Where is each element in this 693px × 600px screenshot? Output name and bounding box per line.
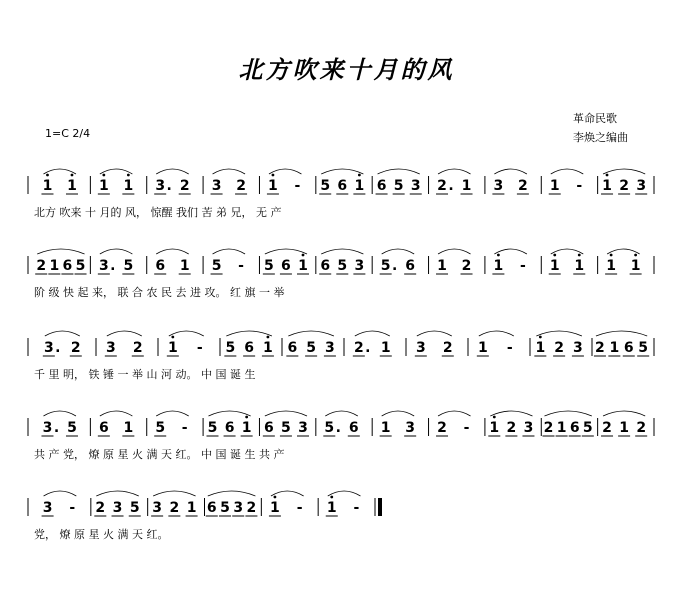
- note: 1: [549, 258, 560, 274]
- high-octave-dot: [272, 174, 275, 177]
- note: 1: [556, 420, 567, 436]
- note: 6: [320, 258, 331, 274]
- arranger-label: 李焕之编曲: [573, 131, 628, 144]
- note: 3: [233, 500, 244, 516]
- note: 5: [220, 500, 230, 516]
- note: 1: [263, 340, 273, 356]
- note: 3: [354, 258, 365, 274]
- high-octave-dot: [606, 174, 609, 177]
- high-octave-dot: [330, 496, 333, 499]
- augmentation-dot: .: [391, 258, 398, 274]
- note: 1: [49, 258, 60, 274]
- note: 1: [549, 178, 560, 194]
- high-octave-dot: [634, 254, 637, 257]
- note: 1: [186, 500, 197, 516]
- note: 6: [405, 258, 416, 274]
- lyrics-line: 北方 吹来 十 月的 风， 惊醒 我们 苦 弟 兄， 无 产: [34, 206, 282, 219]
- slur: [100, 169, 133, 174]
- slur: [107, 331, 142, 336]
- note: 5: [324, 420, 335, 436]
- note: 6: [206, 500, 217, 516]
- high-octave-dot: [127, 174, 130, 177]
- slur: [551, 249, 584, 254]
- high-octave-dot: [553, 254, 556, 257]
- lyrics-line: 阶 级 快 起 来， 联 合 农 民 去 进 攻。 红 旗 一 举: [34, 286, 285, 299]
- note: 1: [380, 340, 391, 356]
- note: 5: [393, 178, 404, 194]
- note: 1: [42, 178, 53, 194]
- slur: [494, 169, 527, 174]
- note: -: [196, 340, 203, 356]
- note: 2: [246, 500, 257, 516]
- note: 2: [461, 258, 472, 274]
- note: 1: [606, 258, 616, 274]
- note: 5: [263, 258, 274, 274]
- note: -: [238, 258, 244, 274]
- note: 6: [263, 420, 274, 436]
- slur: [100, 411, 133, 416]
- high-octave-dot: [46, 174, 49, 177]
- note: 3: [112, 500, 123, 516]
- note: 2: [619, 178, 629, 194]
- augmentation-dot: .: [166, 178, 172, 194]
- slur: [37, 249, 84, 254]
- note: 1: [98, 178, 109, 194]
- note: 6: [155, 258, 166, 274]
- note: -: [576, 178, 583, 194]
- high-octave-dot: [71, 174, 74, 177]
- note: 1: [268, 178, 278, 194]
- lyrics-line: 共 产 党， 燎 原 星 火 满 天 红。 中 国 诞 生 共 产: [34, 448, 285, 461]
- genre-label: 革命民歌: [573, 112, 617, 125]
- slur: [494, 249, 527, 254]
- note: 6: [62, 258, 73, 274]
- augmentation-dot: .: [448, 178, 454, 194]
- slur: [208, 491, 256, 496]
- note: 2: [236, 178, 246, 194]
- note: 5: [225, 340, 236, 356]
- slur: [551, 169, 584, 174]
- slur: [169, 331, 204, 336]
- note: 6: [623, 340, 634, 356]
- slur: [156, 411, 189, 416]
- song-title: 北方吹来十月的风: [238, 55, 455, 84]
- slur: [265, 411, 307, 416]
- slur: [208, 411, 250, 416]
- lyrics-line: 党， 燎 原 星 火 满 天 红。: [34, 528, 169, 541]
- high-octave-dot: [578, 254, 581, 257]
- note: 5: [638, 340, 649, 356]
- note: 3: [152, 500, 163, 516]
- note: -: [353, 500, 360, 516]
- note: 6: [337, 178, 348, 194]
- slur: [490, 411, 532, 416]
- note: 5: [129, 500, 140, 516]
- note: 5: [320, 178, 331, 194]
- high-octave-dot: [497, 254, 500, 257]
- high-octave-dot: [539, 336, 542, 339]
- slur: [536, 331, 582, 336]
- note: 3: [636, 178, 647, 194]
- note: 2: [595, 340, 605, 356]
- note: 3: [155, 178, 166, 194]
- note: 6: [376, 178, 387, 194]
- note: 2: [353, 340, 364, 356]
- note: -: [519, 258, 526, 274]
- note: 3: [523, 420, 534, 436]
- high-octave-dot: [274, 496, 277, 499]
- slur: [43, 169, 76, 174]
- note: 1: [477, 340, 488, 356]
- note: 3: [405, 420, 416, 436]
- note: 1: [535, 340, 546, 356]
- slur: [382, 249, 415, 254]
- slur: [96, 491, 138, 496]
- slur: [213, 249, 246, 254]
- slur: [603, 169, 645, 174]
- slur: [603, 411, 645, 416]
- slur: [213, 169, 246, 174]
- high-octave-dot: [358, 174, 361, 177]
- note: 1: [602, 178, 612, 194]
- note: 5: [67, 420, 77, 436]
- slur: [328, 491, 361, 496]
- note: 3: [105, 340, 116, 356]
- slur: [321, 169, 363, 174]
- augmentation-dot: .: [53, 420, 60, 436]
- note: 1: [270, 500, 280, 516]
- slur: [43, 411, 76, 416]
- slur: [325, 411, 358, 416]
- lyrics-line: 千 里 明， 铁 锤 一 举 山 河 动。 中 国 诞 生: [34, 368, 256, 381]
- note: 3: [325, 340, 335, 356]
- high-octave-dot: [493, 416, 496, 419]
- slur: [607, 249, 640, 254]
- slur: [382, 411, 415, 416]
- slur: [596, 331, 647, 336]
- note: 5: [337, 258, 348, 274]
- augmentation-dot: .: [335, 420, 341, 436]
- slur: [44, 491, 77, 496]
- slur: [544, 411, 591, 416]
- note: 2: [132, 340, 143, 356]
- note: 1: [326, 500, 337, 516]
- high-octave-dot: [302, 254, 305, 257]
- note: 2: [36, 258, 47, 274]
- note: 1: [298, 258, 308, 274]
- note: 2: [70, 340, 81, 356]
- note: 5: [123, 258, 134, 274]
- slur: [265, 249, 307, 254]
- note: 3: [211, 178, 222, 194]
- note: 1: [630, 258, 641, 274]
- note: 6: [281, 258, 291, 274]
- slur: [226, 331, 272, 336]
- note: 2: [543, 420, 554, 436]
- note: 3: [573, 340, 583, 356]
- note: 1: [123, 420, 134, 436]
- note: 6: [224, 420, 235, 436]
- slur: [153, 491, 195, 496]
- note: 5: [207, 420, 218, 436]
- slur: [378, 169, 420, 174]
- augmentation-dot: .: [365, 340, 371, 356]
- slur: [288, 331, 334, 336]
- note: 3: [415, 340, 426, 356]
- note: 2: [602, 420, 612, 436]
- note: 6: [348, 420, 359, 436]
- note: 1: [123, 178, 134, 194]
- slur: [355, 331, 390, 336]
- slur: [156, 249, 189, 254]
- note: 1: [489, 420, 500, 436]
- note: -: [294, 178, 301, 194]
- note: 2: [179, 178, 190, 194]
- slur: [438, 169, 471, 174]
- note: 5: [211, 258, 222, 274]
- note: 2: [442, 340, 453, 356]
- slur: [438, 411, 471, 416]
- note: 3: [410, 178, 421, 194]
- note: 1: [619, 420, 629, 436]
- augmentation-dot: .: [55, 340, 61, 356]
- slur: [269, 169, 302, 174]
- note: 5: [582, 420, 593, 436]
- slur: [417, 331, 452, 336]
- slur: [321, 249, 363, 254]
- augmentation-dot: .: [110, 258, 116, 274]
- note: 1: [380, 420, 391, 436]
- note: -: [69, 500, 76, 516]
- note: 3: [298, 420, 308, 436]
- note: 6: [244, 340, 254, 356]
- note: 5: [155, 420, 166, 436]
- high-octave-dot: [267, 336, 270, 339]
- key-signature: 1=C 2/4: [45, 127, 91, 140]
- note: -: [463, 420, 470, 436]
- note: 2: [506, 420, 517, 436]
- note: 6: [287, 340, 298, 356]
- note: -: [506, 340, 513, 356]
- note: 2: [554, 340, 564, 356]
- note: 5: [75, 258, 86, 274]
- note: 1: [461, 178, 472, 194]
- note: 1: [67, 178, 77, 194]
- note: -: [181, 420, 188, 436]
- note: 3: [43, 340, 54, 356]
- note: 1: [354, 178, 365, 194]
- slur: [45, 331, 80, 336]
- note: 1: [574, 258, 585, 274]
- note: 5: [380, 258, 391, 274]
- slur: [100, 249, 133, 254]
- high-octave-dot: [171, 336, 174, 339]
- note: 2: [95, 500, 106, 516]
- slur: [479, 331, 514, 336]
- note: 1: [241, 420, 252, 436]
- note: 2: [518, 178, 528, 194]
- note: 2: [437, 178, 447, 194]
- note: 3: [42, 420, 53, 436]
- note: 1: [167, 340, 178, 356]
- high-octave-dot: [610, 254, 613, 257]
- note: 2: [437, 420, 447, 436]
- note: 5: [281, 420, 291, 436]
- high-octave-dot: [245, 416, 248, 419]
- note: 1: [437, 258, 447, 274]
- note: 2: [169, 500, 180, 516]
- note: 6: [98, 420, 109, 436]
- note: 6: [569, 420, 580, 436]
- note: 1: [179, 258, 190, 274]
- final-barline: [378, 498, 382, 516]
- slur: [156, 169, 189, 174]
- high-octave-dot: [102, 174, 105, 177]
- note: -: [296, 500, 303, 516]
- slur: [438, 249, 471, 254]
- note: 3: [98, 258, 109, 274]
- slur: [271, 491, 304, 496]
- note: 1: [493, 258, 504, 274]
- note: 5: [306, 340, 316, 356]
- note: 3: [493, 178, 504, 194]
- note: 2: [636, 420, 647, 436]
- note: 3: [42, 500, 53, 516]
- note: 1: [609, 340, 620, 356]
